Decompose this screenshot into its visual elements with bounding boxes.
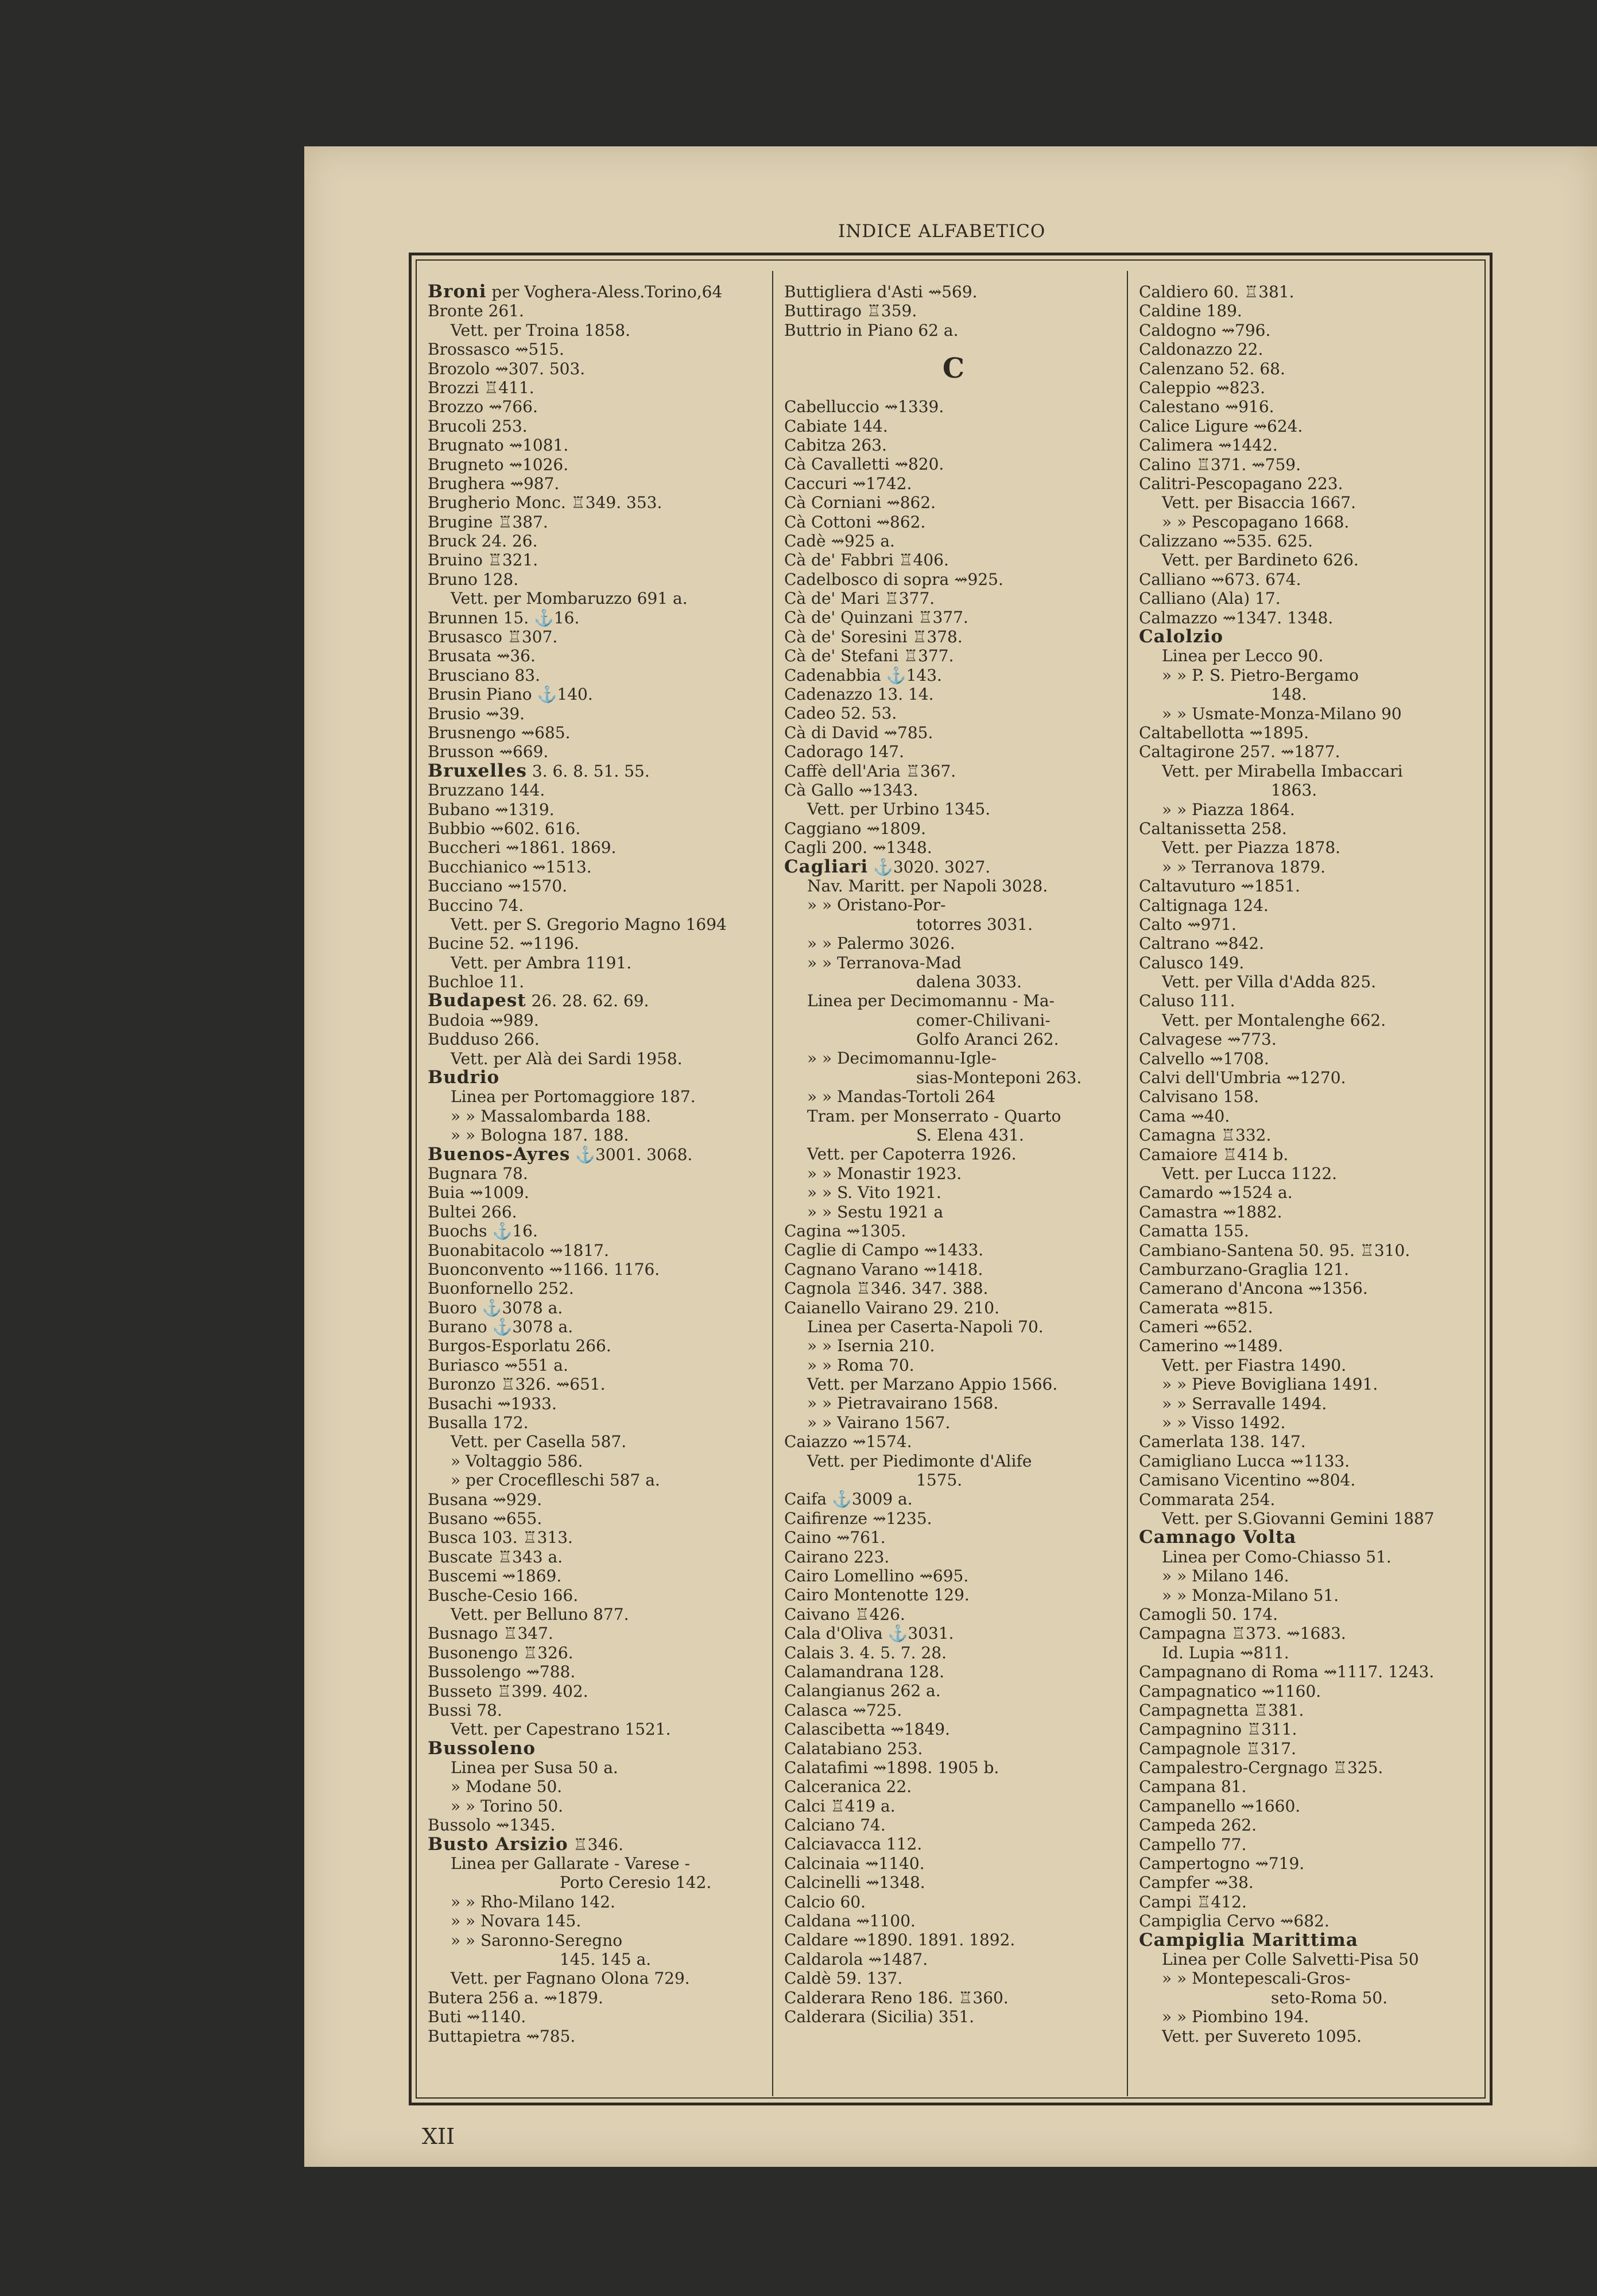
index-entry: Caldana ⇝1100.	[784, 1911, 916, 1931]
index-entry: Id. Lupia ⇝811.	[1162, 1643, 1289, 1662]
index-entry: Calatafimi ⇝1898. 1905 b.	[784, 1758, 999, 1777]
index-entry: Calvisano 158.	[1139, 1087, 1259, 1107]
index-entry: Camnago Volta	[1139, 1528, 1297, 1548]
index-entry: Vett. per Fagnano Olona 729.	[451, 1969, 690, 1988]
index-entry: Cabitza 263.	[784, 435, 887, 455]
index-entry: Bussolengo ⇝788.	[428, 1662, 576, 1682]
index-entry: seto-Roma 50.	[1271, 1988, 1388, 2007]
index-entry: Cagliari ⚓3020. 3027.	[784, 857, 991, 876]
index-entry: Calliano ⇝673. 674.	[1139, 569, 1301, 589]
index-entry: Cadelbosco di sopra ⇝925.	[784, 569, 1003, 589]
index-entry: Camardo ⇝1524 a.	[1139, 1183, 1293, 1203]
index-entry: Busana ⇝929.	[428, 1490, 542, 1509]
index-entry: Camerata ⇝815.	[1139, 1298, 1273, 1317]
index-entry: Vett. per Marzano Appio 1566.	[807, 1375, 1058, 1394]
index-entry: » » Terranova-Mad	[807, 953, 962, 972]
index-entry: » » Piombino 194.	[1162, 2007, 1309, 2027]
index-entry: » » Monastir 1923.	[807, 1163, 962, 1183]
index-entry: » » Pieve Bovigliana 1491.	[1162, 1375, 1378, 1394]
index-entry: Buia ⇝1009.	[428, 1183, 529, 1203]
index-entry: Brozzo ⇝766.	[428, 397, 538, 417]
index-entry: Cà de' Quinzani ♖377.	[784, 608, 968, 627]
index-entry: Calci ♖419 a.	[784, 1796, 896, 1816]
index-entry: Calciano 74.	[784, 1816, 886, 1835]
index-entry: Camogli 50. 174.	[1139, 1604, 1278, 1624]
index-entry: Camerlata 138. 147.	[1139, 1432, 1306, 1452]
index-entry: Vett. per Urbino 1345.	[807, 800, 991, 819]
index-entry: Cadè ⇝925 a.	[784, 531, 895, 550]
index-entry: Vett. per Belluno 877.	[451, 1604, 629, 1624]
index-entry: Calcinaia ⇝1140.	[784, 1853, 925, 1873]
index-entry: Cameri ⇝652.	[1139, 1317, 1253, 1337]
index-entry: Cà di David ⇝785.	[784, 723, 933, 742]
index-entry: Vett. per Capoterra 1926.	[807, 1145, 1017, 1164]
index-entry: sias-Monteponi 263.	[916, 1068, 1082, 1087]
index-entry: Campalestro-Cergnago ♖325.	[1139, 1758, 1383, 1778]
index-entry: Buscemi ⇝1869.	[428, 1566, 562, 1586]
index-entry: Calcio 60.	[784, 1892, 866, 1911]
index-entry: Cairo Lomellino ⇝695.	[784, 1566, 969, 1585]
index-entry: Calliano (Ala) 17.	[1139, 589, 1281, 608]
index-entry: Bubbio ⇝602. 616.	[428, 819, 581, 838]
index-entry: Caiazzo ⇝1574.	[784, 1432, 912, 1452]
index-entry: Caianello Vairano 29. 210.	[784, 1298, 999, 1317]
index-entry: » » Vairano 1567.	[807, 1413, 951, 1432]
index-entry: Calderara (Sicilia) 351.	[784, 2007, 975, 2026]
index-entry: Calvello ⇝1708.	[1139, 1049, 1269, 1068]
index-entry: Vett. per Ambra 1191.	[451, 953, 632, 972]
index-entry: Buti ⇝1140.	[428, 2007, 526, 2027]
index-entry: Cà de' Mari ♖377.	[784, 589, 935, 608]
index-entry: Calenzano 52. 68.	[1139, 359, 1285, 378]
index-entry: Caifirenze ⇝1235.	[784, 1508, 932, 1528]
index-entry: Buonconvento ⇝1166. 1176.	[428, 1259, 660, 1279]
index-entry: Bubano ⇝1319.	[428, 800, 555, 819]
index-entry: Bruino ♖321.	[428, 550, 538, 570]
index-entry: Campertogno ⇝719.	[1139, 1854, 1305, 1874]
index-entry: Cà de' Soresini ♖378.	[784, 627, 963, 646]
index-entry: Brusciano 83.	[428, 665, 541, 685]
index-entry: Campiglia Marittima	[1139, 1930, 1358, 1950]
index-entry: » » Pescopagano 1668.	[1162, 512, 1350, 532]
index-entry: Vett. per S. Gregorio Magno 1694	[451, 914, 727, 934]
index-entry: Calascibetta ⇝1849.	[784, 1720, 950, 1739]
index-entry: Caltavuturo ⇝1851.	[1139, 876, 1300, 896]
index-entry: Cairano 223.	[784, 1547, 890, 1566]
index-entry: Linea per Decimomannu - Ma-	[807, 991, 1055, 1011]
index-entry: Butera 256 a. ⇝1879.	[428, 1988, 603, 2007]
column-rule	[772, 271, 773, 2096]
index-entry: Buscate ♖343 a.	[428, 1547, 563, 1566]
index-entry: Brunnen 15. ⚓16.	[428, 608, 580, 627]
index-entry: Brugnato ⇝1081.	[428, 436, 569, 455]
index-entry: Busano ⇝655.	[428, 1509, 542, 1528]
index-entry: Cà Gallo ⇝1343.	[784, 780, 918, 800]
index-entry: » » Visso 1492.	[1162, 1413, 1286, 1433]
index-entry: Buriasco ⇝551 a.	[428, 1355, 568, 1375]
index-entry: Calangianus 262 a.	[784, 1681, 941, 1701]
index-entry: Buenos-Ayres ⚓3001. 3068.	[428, 1145, 693, 1164]
index-entry: Camisano Vicentino ⇝804.	[1139, 1471, 1356, 1490]
index-entry: » » Piazza 1864.	[1162, 800, 1295, 819]
index-entry: Camerano d'Ancona ⇝1356.	[1139, 1279, 1368, 1298]
index-entry: Budapest 26. 28. 62. 69.	[428, 991, 649, 1011]
index-entry: Linea per Colle Salvetti-Pisa 50	[1162, 1949, 1419, 1969]
index-entry: Calceranica 22.	[784, 1777, 912, 1797]
index-entry: Broni per Voghera-Aless.Torino,64	[428, 282, 723, 302]
index-entry: Buttrio in Piano 62 a.	[784, 320, 959, 340]
index-entry: » » Usmate-Monza-Milano 90	[1162, 704, 1402, 723]
index-entry: Burgos-Esporlatu 266.	[428, 1336, 611, 1356]
index-entry: Calusco 149.	[1139, 953, 1245, 972]
index-entry: Calvagese ⇝773.	[1139, 1030, 1277, 1049]
index-entry: » per Croceflleschi 587 a.	[451, 1471, 660, 1490]
index-entry: 148.	[1271, 685, 1307, 704]
index-entry: » » Serravalle 1494.	[1162, 1394, 1327, 1413]
index-entry: Buccheri ⇝1861. 1869.	[428, 838, 617, 858]
index-entry: Caltabellotta ⇝1895.	[1139, 723, 1309, 742]
index-entry: Calciavacca 112.	[784, 1835, 922, 1854]
index-entry: Linea per Lecco 90.	[1162, 646, 1324, 666]
index-entry: Linea per Como-Chiasso 51.	[1162, 1547, 1391, 1566]
index-entry: Cairo Montenotte 129.	[784, 1585, 970, 1605]
index-column-1	[428, 282, 766, 2046]
index-entry: » » Rho-Milano 142.	[451, 1892, 615, 1911]
index-entry: Porto Ceresio 142.	[560, 1873, 712, 1892]
index-entry: Brugherio Monc. ♖349. 353.	[428, 493, 662, 513]
index-entry: Caltanissetta 258.	[1139, 819, 1287, 838]
index-entry: Cadorago 147.	[784, 742, 905, 762]
column-rule	[1127, 271, 1128, 2096]
index-entry: Cà Cottoni ⇝862.	[784, 512, 926, 532]
index-entry: Budduso 266.	[428, 1030, 540, 1049]
index-entry: Camastra ⇝1882.	[1139, 1202, 1282, 1221]
index-entry: 145. 145 a.	[560, 1949, 652, 1969]
index-entry: Cabelluccio ⇝1339.	[784, 397, 944, 417]
section-letter: C	[942, 352, 965, 385]
index-entry: Caggiano ⇝1809.	[784, 819, 927, 838]
index-entry: Linea per Portomaggiore 187.	[451, 1087, 696, 1107]
index-entry: Commarata 254.	[1139, 1490, 1276, 1509]
index-entry: » » Pietravairano 1568.	[807, 1394, 999, 1413]
index-entry: Bucchianico ⇝1513.	[428, 857, 592, 876]
index-entry: Bugnara 78.	[428, 1163, 528, 1183]
index-entry: Cagnano Varano ⇝1418.	[784, 1259, 983, 1279]
index-entry: Camerino ⇝1489.	[1139, 1336, 1283, 1356]
index-entry: Vett. per Troina 1858.	[451, 320, 630, 340]
index-entry: Calasca ⇝725.	[784, 1700, 902, 1720]
index-entry: Cagina ⇝1305.	[784, 1221, 906, 1240]
index-entry: Campfer ⇝38.	[1139, 1873, 1254, 1892]
index-entry: Cagnola ♖346. 347. 388.	[784, 1279, 989, 1298]
index-entry: Busto Arsizio ♖346.	[428, 1835, 624, 1855]
index-entry: Caldogno ⇝796.	[1139, 320, 1271, 340]
index-entry: Bussolo ⇝1345.	[428, 1816, 556, 1835]
index-entry: Cà Corniani ⇝862.	[784, 493, 936, 513]
index-entry: Calmazzo ⇝1347. 1348.	[1139, 608, 1334, 627]
index-entry: Caccuri ⇝1742.	[784, 474, 912, 493]
index-entry: Cadenazzo 13. 14.	[784, 685, 934, 704]
index-column-3	[1139, 282, 1478, 2046]
index-entry: Cà de' Fabbri ♖406.	[784, 550, 949, 570]
index-entry: Cà de' Stefani ♖377.	[784, 646, 954, 666]
index-entry: » » Saronno-Seregno	[451, 1930, 623, 1950]
index-entry: Caltignaga 124.	[1139, 895, 1269, 915]
index-entry: Linea per Gallarate - Varese -	[451, 1854, 690, 1874]
index-entry: Campeda 262.	[1139, 1816, 1257, 1835]
index-entry: Camigliano Lucca ⇝1133.	[1139, 1451, 1350, 1471]
index-entry: Nav. Maritt. per Napoli 3028.	[807, 876, 1048, 895]
index-entry: Camburzano-Graglia 121.	[1139, 1259, 1350, 1279]
index-entry: 1575.	[916, 1471, 963, 1490]
index-entry: Cabiate 144.	[784, 416, 888, 436]
index-entry: Camagna ♖332.	[1139, 1126, 1272, 1145]
index-entry: dalena 3033.	[916, 972, 1022, 991]
index-entry: Vett. per Montalenghe 662.	[1162, 1010, 1386, 1030]
index-entry: Brozolo ⇝307. 503.	[428, 359, 586, 378]
index-entry: Vett. per Villa d'Adda 825.	[1162, 972, 1377, 992]
index-entry: Calvi dell'Umbria ⇝1270.	[1139, 1068, 1346, 1088]
index-entry: S. Elena 431.	[916, 1126, 1024, 1145]
index-entry: Buttigliera d'Asti ⇝569.	[784, 282, 978, 301]
index-entry: Buchloe 11.	[428, 972, 525, 992]
index-entry: Campello 77.	[1139, 1835, 1247, 1854]
index-entry: » » Novara 145.	[451, 1911, 582, 1931]
index-entry: Brusasco ♖307.	[428, 627, 558, 647]
index-entry: Vett. per Lucca 1122.	[1162, 1163, 1338, 1183]
index-entry: comer-Chilivani-	[916, 1010, 1051, 1030]
index-entry: » » Mandas-Tortoli 264	[807, 1087, 996, 1107]
index-entry: Campagnole ♖317.	[1139, 1739, 1296, 1758]
index-entry: Busnago ♖347.	[428, 1624, 553, 1643]
index-entry: Vett. per Mirabella Imbaccari	[1162, 761, 1403, 781]
index-entry: Brucoli 253.	[428, 416, 528, 436]
index-entry: » » S. Vito 1921.	[807, 1183, 941, 1203]
index-entry: Calino ♖371. ⇝759.	[1139, 455, 1301, 474]
index-entry: Buttapietra ⇝785.	[428, 2026, 576, 2046]
page-header: INDICE ALFABETICO	[838, 221, 1046, 242]
index-entry: Cambiano-Santena 50. 95. ♖310.	[1139, 1240, 1410, 1260]
index-entry: Cà Cavalletti ⇝820.	[784, 455, 944, 474]
index-entry: Bronte 261.	[428, 301, 524, 321]
index-entry: Calitri-Pescopagano 223.	[1139, 474, 1343, 493]
index-entry: Brusnengo ⇝685.	[428, 723, 571, 742]
index-entry: Calizzano ⇝535. 625.	[1139, 532, 1313, 551]
index-entry: Calice Ligure ⇝624.	[1139, 416, 1303, 436]
index-entry: Buochs ⚓16.	[428, 1221, 538, 1241]
index-entry: Caluso 111.	[1139, 991, 1235, 1011]
index-entry: Caleppio ⇝823.	[1139, 378, 1266, 397]
index-entry: Budrio	[428, 1068, 500, 1088]
index-entry: Campiglia Cervo ⇝682.	[1139, 1911, 1329, 1931]
index-entry: Bruno 128.	[428, 569, 519, 589]
index-entry: Buoro ⚓3078 a.	[428, 1298, 563, 1317]
index-entry: Caltagirone 257. ⇝1877.	[1139, 742, 1340, 762]
index-entry: » » Torino 50.	[451, 1796, 564, 1816]
page-number: XII	[422, 2124, 455, 2149]
index-entry: Cadenabbia ⚓143.	[784, 665, 942, 685]
index-entry: Bucciano ⇝1570.	[428, 876, 568, 896]
index-entry: Vett. per Alà dei Sardi 1958.	[451, 1049, 683, 1068]
index-entry: Budoia ⇝989.	[428, 1010, 539, 1030]
index-entry: Calimera ⇝1442.	[1139, 436, 1278, 455]
index-entry: Vett. per Piedimonte d'Alife	[807, 1451, 1032, 1471]
index-entry: Busonengo ♖326.	[428, 1643, 573, 1662]
index-entry: Caldè 59. 137.	[784, 1969, 903, 1988]
index-entry: » Voltaggio 586.	[451, 1451, 583, 1471]
index-entry: Cadeo 52. 53.	[784, 704, 897, 723]
index-entry: Calamandrana 128.	[784, 1662, 945, 1681]
index-entry: Calolzio	[1139, 627, 1224, 647]
index-entry: Vett. per Fiastra 1490.	[1162, 1355, 1347, 1375]
index-entry: Busalla 172.	[428, 1413, 529, 1433]
index-entry: Caltrano ⇝842.	[1139, 934, 1264, 953]
index-entry: » » Sestu 1921 a	[807, 1202, 944, 1221]
index-entry: Caivano ♖426.	[784, 1604, 905, 1624]
index-entry: Tram. per Monserrato - Quarto	[807, 1106, 1061, 1126]
index-entry: Caldiero 60. ♖381.	[1139, 282, 1294, 301]
index-entry: Bussoleno	[428, 1739, 536, 1759]
index-entry: Buttirago ♖359.	[784, 301, 917, 321]
index-entry: » » Monza-Milano 51.	[1162, 1585, 1339, 1605]
index-entry: Golfo Aranci 262.	[916, 1030, 1059, 1049]
index-entry: Camaiore ♖414 b.	[1139, 1145, 1289, 1164]
index-entry: Vett. per Bisaccia 1667.	[1162, 493, 1356, 513]
index-entry: Caldarola ⇝1487.	[784, 1949, 928, 1969]
index-entry: Camatta 155.	[1139, 1221, 1249, 1241]
index-entry: Brugneto ⇝1026.	[428, 455, 569, 474]
index-entry: Campagnano di Roma ⇝1117. 1243.	[1139, 1662, 1435, 1682]
index-entry: Campagnetta ♖381.	[1139, 1700, 1304, 1720]
index-entry: » » Massalombarda 188.	[451, 1106, 652, 1126]
index-entry: Calatabiano 253.	[784, 1739, 923, 1758]
index-entry: Bultei 266.	[428, 1202, 517, 1221]
index-entry: » Modane 50.	[451, 1777, 563, 1797]
index-entry: Vett. per Casella 587.	[451, 1432, 627, 1452]
index-entry: Buonfornello 252.	[428, 1279, 574, 1298]
index-entry: Vett. per Piazza 1878.	[1162, 838, 1341, 858]
index-entry: » » Milano 146.	[1162, 1566, 1289, 1586]
index-entry: Bruzzano 144.	[428, 781, 545, 800]
index-entry: Caglie di Campo ⇝1433.	[784, 1240, 984, 1260]
index-entry: Vett. per Capestrano 1521.	[451, 1720, 671, 1739]
index-entry: Vett. per Bardineto 626.	[1162, 550, 1359, 570]
index-entry: Bruxelles 3. 6. 8. 51. 55.	[428, 761, 650, 781]
index-entry: Calto ⇝971.	[1139, 914, 1236, 934]
index-entry: Campagnino ♖311.	[1139, 1720, 1297, 1739]
index-entry: totorres 3031.	[916, 914, 1033, 934]
index-entry: Linea per Susa 50 a.	[451, 1758, 618, 1778]
index-entry: Linea per Caserta-Napoli 70.	[807, 1317, 1044, 1336]
index-entry: Vett. per Suvereto 1095.	[1162, 2026, 1362, 2046]
index-entry: » » Roma 70.	[807, 1355, 914, 1375]
index-entry: Busche-Cesio 166.	[428, 1585, 579, 1605]
index-entry: 1863.	[1271, 781, 1317, 800]
index-entry: Brozzi ♖411.	[428, 378, 534, 397]
index-entry: Cama ⇝40.	[1139, 1106, 1230, 1126]
index-entry: Brusson ⇝669.	[428, 742, 549, 762]
index-entry: Brugine ♖387.	[428, 512, 548, 532]
index-entry: Cala d'Oliva ⚓3031.	[784, 1624, 954, 1643]
index-entry: Vett. per S.Giovanni Gemini 1887	[1162, 1509, 1435, 1528]
index-entry: Bruck 24. 26.	[428, 532, 538, 551]
index-entry: Brusata ⇝36.	[428, 646, 536, 666]
index-entry: Brusin Piano ⚓140.	[428, 685, 593, 704]
index-entry: Busseto ♖399. 402.	[428, 1681, 588, 1701]
index-column-2	[784, 282, 1123, 2026]
index-entry: Bussi 78.	[428, 1700, 502, 1720]
index-entry: Brusio ⇝39.	[428, 704, 525, 723]
index-entry: » » Palermo 3026.	[807, 934, 955, 953]
index-entry: Calais 3. 4. 5. 7. 28.	[784, 1643, 947, 1662]
index-entry: Busachi ⇝1933.	[428, 1394, 557, 1413]
index-entry: Buonabitacolo ⇝1817.	[428, 1240, 609, 1260]
index-entry: Campana 81.	[1139, 1777, 1247, 1797]
index-entry: Vett. per Mombaruzzo 691 a.	[451, 589, 688, 608]
index-entry: Calestano ⇝916.	[1139, 397, 1274, 417]
index-entry: Buccino 74.	[428, 895, 524, 915]
index-entry: » » Decimomannu-Igle-	[807, 1049, 997, 1068]
index-entry: Campanello ⇝1660.	[1139, 1796, 1301, 1816]
index-entry: » » Oristano-Por-	[807, 895, 946, 915]
index-entry: Caldine 189.	[1139, 301, 1242, 321]
index-entry: Campi ♖412.	[1139, 1892, 1247, 1911]
index-entry: Burano ⚓3078 a.	[428, 1317, 573, 1337]
index-entry: Calderara Reno 186. ♖360.	[784, 1988, 1009, 2007]
index-entry: Campagna ♖373. ⇝1683.	[1139, 1624, 1346, 1643]
index-entry: Caldare ⇝1890. 1891. 1892.	[784, 1930, 1015, 1950]
index-entry: Cagli 200. ⇝1348.	[784, 838, 932, 858]
index-entry: Caffè dell'Aria ♖367.	[784, 761, 956, 781]
index-entry: » » P. S. Pietro-Bergamo	[1162, 665, 1359, 685]
index-entry: » » Montepescali-Gros-	[1162, 1969, 1351, 1988]
index-entry: » » Terranova 1879.	[1162, 857, 1326, 876]
index-entry: Bucine 52. ⇝1196.	[428, 934, 579, 953]
index-entry: » » Bologna 187. 188.	[451, 1126, 629, 1145]
index-entry: Caino ⇝761.	[784, 1528, 886, 1548]
index-entry: Busca 103. ♖313.	[428, 1528, 573, 1548]
index-entry: Campagnatico ⇝1160.	[1139, 1681, 1321, 1701]
index-entry: Brughera ⇝987.	[428, 474, 560, 493]
index-entry: » » Isernia 210.	[807, 1336, 935, 1356]
index-entry: Caifa ⚓3009 a.	[784, 1490, 913, 1509]
index-entry: Caldonazzo 22.	[1139, 340, 1263, 359]
index-entry: Brossasco ⇝515.	[428, 340, 564, 359]
index-entry: Buronzo ♖326. ⇝651.	[428, 1375, 606, 1394]
index-entry: Calcinelli ⇝1348.	[784, 1873, 925, 1892]
